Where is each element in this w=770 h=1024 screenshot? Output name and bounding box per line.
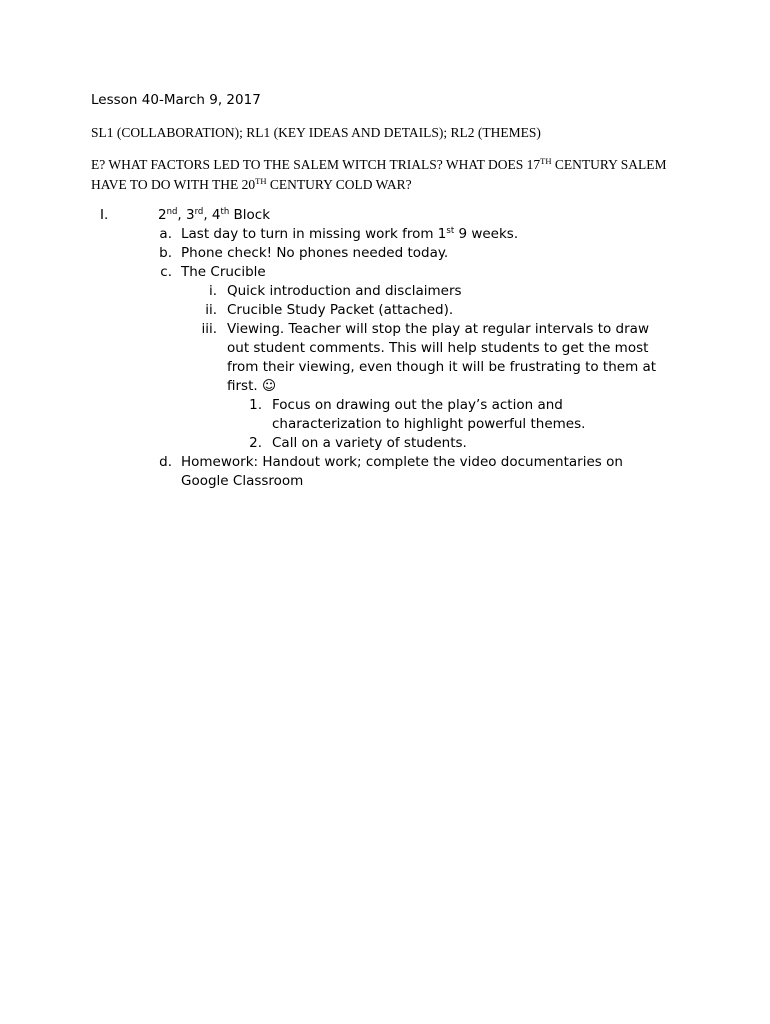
outline-marker-i: i. [208, 283, 217, 299]
item-text: 9 weeks. [454, 226, 519, 242]
outline-marker-2: 2. [249, 435, 262, 451]
outline-marker-ii: ii. [205, 302, 217, 318]
sub-item-introduction: Quick introduction and disclaimers [227, 283, 462, 299]
sub-item-viewing-line-1: Viewing. Teacher will stop the play at regular intervals to draw [227, 321, 649, 337]
numbered-item-focus-line-2: characterization to highlight powerful themes. [272, 416, 586, 432]
list-item-phone-check: Phone check! No phones needed today. [181, 245, 449, 261]
list-item-homework-line-2: Google Classroom [181, 473, 304, 489]
numbered-item-call-on-students: Call on a variety of students. [272, 435, 467, 451]
item-text: Last day to turn in missing work from 1 [181, 226, 447, 242]
heading-part: 2 [158, 207, 167, 223]
heading-part: , 3 [177, 207, 195, 223]
outline-marker-iii: iii. [201, 321, 217, 337]
outline-marker-c: c. [160, 264, 172, 280]
lesson-title: Lesson 40-March 9, 2017 [91, 92, 261, 108]
superscript: st [446, 226, 455, 236]
superscript: rd [194, 207, 204, 217]
sub-item-viewing-line-2: out student comments. This will help students to get the most [227, 340, 649, 356]
outline-marker-1: 1. [249, 397, 262, 413]
essential-question-part: CENTURY COLD WAR? [266, 177, 412, 192]
standards-line: SL1 (COLLABORATION); RL1 (KEY IDEAS AND DETAILS); RL2 (THEMES) [91, 125, 541, 140]
outline-marker-a: a. [159, 226, 172, 242]
superscript: TH [255, 176, 267, 186]
outline-marker-roman: I. [100, 207, 109, 223]
essential-question [91, 155, 671, 195]
heading-part: Block [229, 207, 271, 223]
outline-marker-d: d. [159, 454, 172, 470]
heading-part: , 4 [203, 207, 221, 223]
list-item-the-crucible: The Crucible [181, 264, 266, 280]
essential-question-part: E? WHAT FACTORS LED TO THE SALEM WITCH TRIALS? WHAT DOES 17 [91, 157, 541, 172]
sub-item-study-packet: Crucible Study Packet (attached). [227, 302, 454, 318]
essential-question-part: CENTURY SALEM HAVE TO DO WITH THE 20 [91, 157, 667, 192]
list-item-homework-line-1: Homework: Handout work; complete the video documentaries on [181, 454, 623, 470]
sub-item-viewing-line-4: first. ☺ [227, 378, 277, 394]
superscript: th [220, 207, 230, 217]
outline-marker-b: b. [159, 245, 172, 261]
superscript: TH [540, 156, 552, 166]
sub-item-viewing-line-3: from their viewing, even though it will be frustrating to them at [227, 359, 657, 375]
superscript: nd [166, 207, 178, 217]
outline-heading [158, 206, 270, 225]
numbered-item-focus-line-1: Focus on drawing out the play’s action and [272, 397, 563, 413]
list-item-missing-work [181, 225, 518, 244]
